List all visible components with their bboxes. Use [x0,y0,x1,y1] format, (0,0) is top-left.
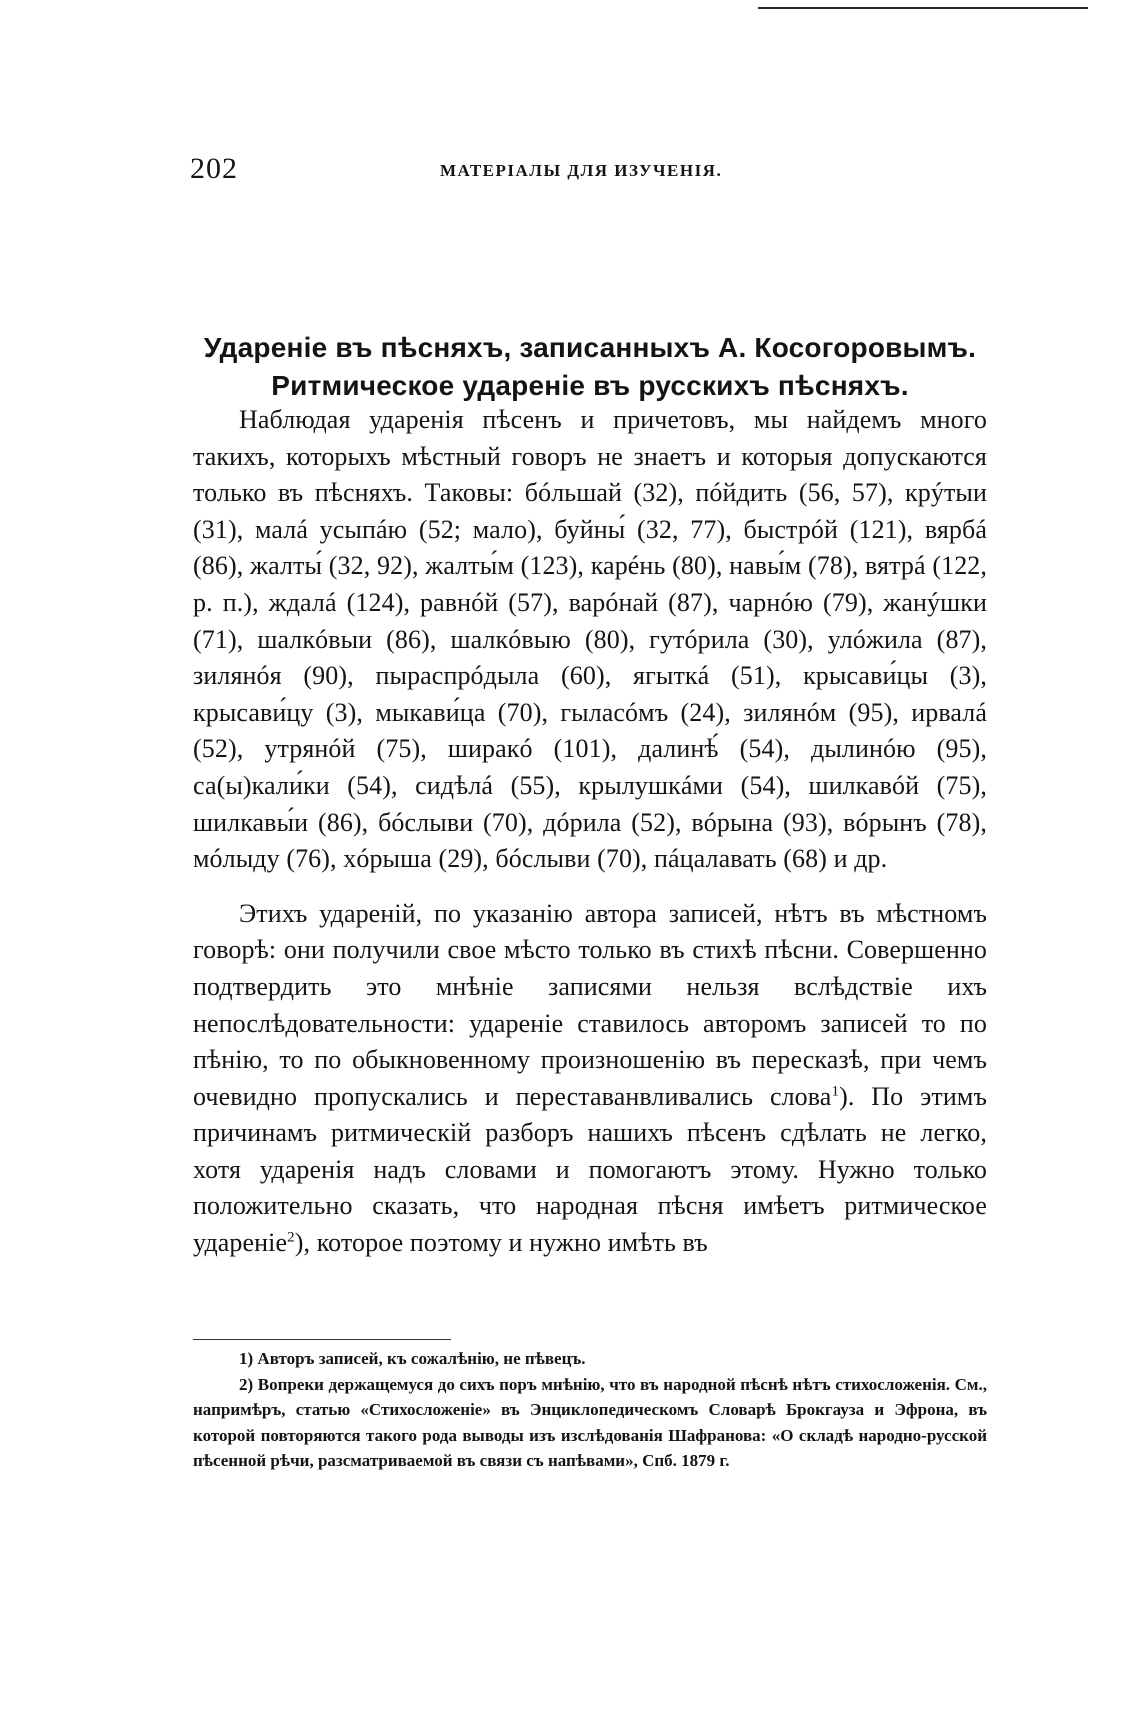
paragraph-2-tail: ), которое поэтому и нужно имѣть въ [294,1228,708,1258]
page-number: 202 [190,152,238,185]
paragraph-1: Наблюдая ударенія пѣсенъ и причетовъ, мы найдемъ много такихъ, которыхъ мѣстный говоръ не знаетъ и которыя допускаются только въ пѣсняхъ. Таковы: бóльшай (32), пóйдить (56, 57), крýтыи (31), малá усыпáю (52; мало), буйны́ (32, 77), быстрóй (121), вярбá (86), жалты́ (32, 92), жалты́м (123), карéнь (80), навы́м (78), вятрá (122, р. п.), ждалá (124), равнóй (57), варóнай (87), чарнóю (79), жанýшки (71), шалкóвыи (86), шалкóвыю (80), гутóрила (30), улóжила (87), зилянóя (90), пыраспрóдыла (60), ягыткá (51), крысави́цы (3), крысави́цу (3), мыкави́ца (70), гыласóмъ (24), зилянóм (95), ирвалá (52), утрянóй (75), ширакó (101), далинѣ́ (54), дылинóю (95), са(ы)кали́ки (54), сидѣлá (55), крылушкáми (54), шилкавóй (75), шилкавы́и (86), бóслыви (70), дóрила (52), вóрына (93), вóрынъ (78), мóлыду (76), хóрыша (29), бóслыви (70), пáцалавать (68) и др. [193,405,987,874]
running-head [190,152,990,192]
section-heading: Удареніе въ пѣсняхъ, записанныхъ А. Косогоровымъ. Ритмическое удареніе въ русскихъ пѣсняхъ. [203,331,977,401]
paragraph-2: Этихъ удареній, по указанію автора записей, нѣтъ въ мѣстномъ говорѣ: они получили свое мѣсто только въ стихѣ пѣсни. Совершенно подтвердить это мнѣніе записями нельзя вслѣдствіе ихъ непослѣдовательности: удареніе ставилось авторомъ записей то по пѣнію, то по обыкновенному произношенію въ пересказѣ, при чемъ очевидно пропускались и переставанвливались слова$^1$). По этимъ причинамъ ритмическій разборъ нашихъ пѣсенъ сдѣлать не легко, хотя ударенія надъ словами и помогаютъ этому. Нужно только положительно сказать, что народная пѣсня имѣетъ ритмическое удареніе$^2$), которое поэтому и нужно имѣть въ [193,898,987,1258]
footnote-ref-2: 2 [287,1229,295,1246]
footnote-divider [193,1339,451,1340]
top-edge-rule [758,7,1088,9]
paragraph-2-text: Этихъ удареній, по указанію автора записей, нѣтъ въ мѣстномъ говорѣ: они получили свое мѣсто только въ стихѣ пѣсни. Совершенно подтвердить это мнѣніе записями нельзя вслѣдствіе ихъ непослѣдовательности: удареніе ставилось авторомъ записей то по пѣнію, то по обыкновенному произношенію въ пересказѣ, при чемъ очевидно пропускались и переставанвливались слова [193,898,987,1111]
paragraph-2-continuation: По этимъ причинамъ ритмическій разборъ нашихъ пѣсенъ сдѣлать не легко, хотя ударенія надъ словами и помогаютъ этому. Нужно только положительно сказать, что народная пѣсня имѣетъ ритмическое удареніе [193,1081,987,1258]
footnote-ref-1: 1 [831,1083,840,1100]
body-text [193,402,987,1262]
footnotes [193,1346,987,1474]
running-title: МАТЕРІАЛЫ ДЛЯ ИЗУЧЕНІЯ. [440,161,723,180]
footnote-1: 1) Авторъ записей, къ сожалѣнію, не пѣвецъ. [239,1349,586,1368]
footnote-2: 2) Вопреки держащемуся до сихъ поръ мнѣнію, что въ народной пѣснѣ нѣтъ стихосложенія. См., напримѣръ, статью «Стихосложеніе» въ Энциклопедическомъ Словарѣ Брокгауза и Эфрона, въ которой повторяются такого рода выводы изъ изслѣдованія Шафранова: «О складѣ народно-русской пѣсенной рѣчи, разсматриваемой въ связи съ напѣвами», Спб. 1879 г. [193,1374,987,1470]
